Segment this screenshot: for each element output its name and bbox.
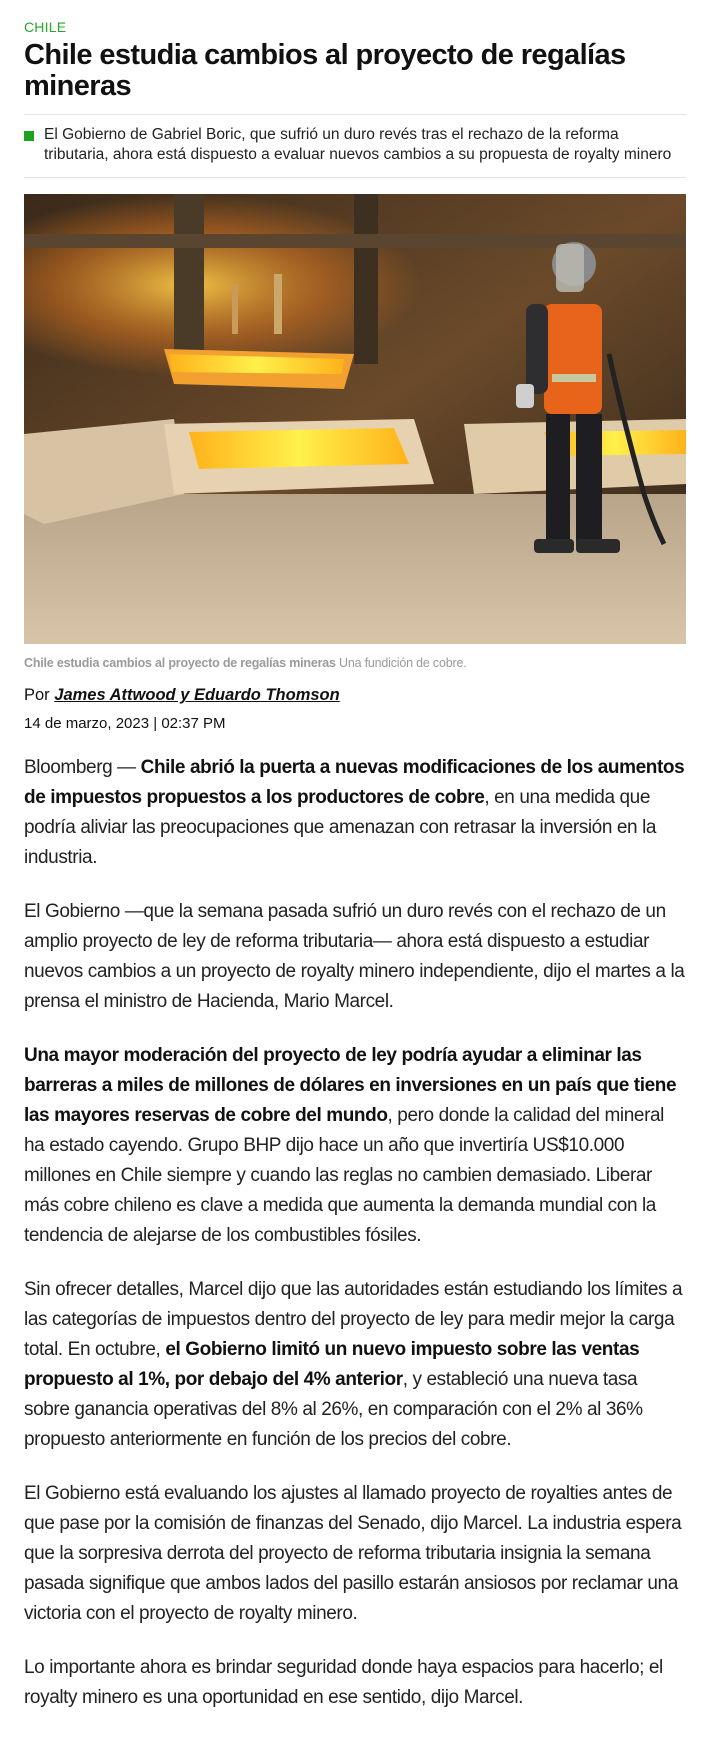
author-link[interactable]: James Attwood y Eduardo Thomson [54,686,340,704]
article-paragraph: Sin ofrecer detalles, Marcel dijo que las autoridades están estudiando los límites a las categorías de impuestos dentro del proyecto de ley para medir mejor la carga total. En octubre, el Gobierno limitó un nuevo impuesto sobre las ventas propuesto al 1%, por debajo del 4% anterior, y estableció una nueva tasa sobre ganancia operativas del 8% al 26%, en comparación con el 2% al 36% propuesto anteriormente en función de los precios del cobre. [24,1279,683,1450]
byline [24,685,686,705]
article-headline: Chile estudia cambios al proyecto de regalías mineras [24,39,626,102]
copper-smelter-photo [24,194,686,644]
publish-date: 14 de marzo, 2023 | 02:37 PM [24,715,226,732]
article-summary [24,114,686,178]
article-paragraph: Lo importante ahora es brindar seguridad donde haya espacios para hacerlo; el royalty minero es una oportunidad en ese sentido, dijo Marcel. [24,1657,663,1708]
byline-prefix: Por [24,686,50,704]
photo-caption [24,655,686,671]
summary-bullet-icon [24,131,34,141]
article-paragraph: Bloomberg — Chile abrió la puerta a nuevas modificaciones de los aumentos de impuestos propuestos a los productores de cobre, en una medida que podría aliviar las preocupaciones que amenazan con retrasar la inversión en la industria. [24,757,685,868]
article-paragraph: El Gobierno está evaluando los ajustes al llamado proyecto de royalties antes de que pase por la comisión de finanzas del Senado, dijo Marcel. La industria espera que la sorpresiva derrota del proyecto de reforma tributaria insignia la semana pasada signifique que ambos lados del pasillo estarán ansiosos por reclamar una victoria con el proyecto de royalty minero. [24,1483,682,1624]
article-paragraph: El Gobierno —que la semana pasada sufrió un duro revés con el rechazo de un amplio proyecto de ley de reforma tributaria— ahora está dispuesto a estudiar nuevos cambios a un proyecto de royalty minero independiente, dijo el martes a la prensa el ministro de Hacienda, Mario Marcel. [24,901,685,1012]
article-body [24,753,686,1713]
article-container [24,0,686,1713]
caption-title: Chile estudia cambios al proyecto de regalías mineras [24,656,336,670]
summary-text: El Gobierno de Gabriel Boric, que sufrió un duro revés tras el rechazo de la reforma tributaria, ahora está dispuesto a evaluar nuevos cambios a su propuesta de royalty minero [44,126,672,163]
category-label[interactable]: CHILE [24,19,67,35]
article-paragraph: Una mayor moderación del proyecto de ley podría ayudar a eliminar las barreras a miles de millones de dólares en inversiones en un país que tiene las mayores reservas de cobre del mundo, pero donde la calidad del mineral ha estado cayendo. Grupo BHP dijo hace un año que invertiría US$10.000 millones en Chile siempre y cuando las reglas no cambien demasiado. Liberar más cobre chileno es clave a medida que aumenta la demanda mundial con la tendencia de alejarse de los combustibles fósiles. [24,1045,677,1246]
article-photo [24,194,686,644]
caption-text: Una fundición de cobre. [339,656,467,670]
